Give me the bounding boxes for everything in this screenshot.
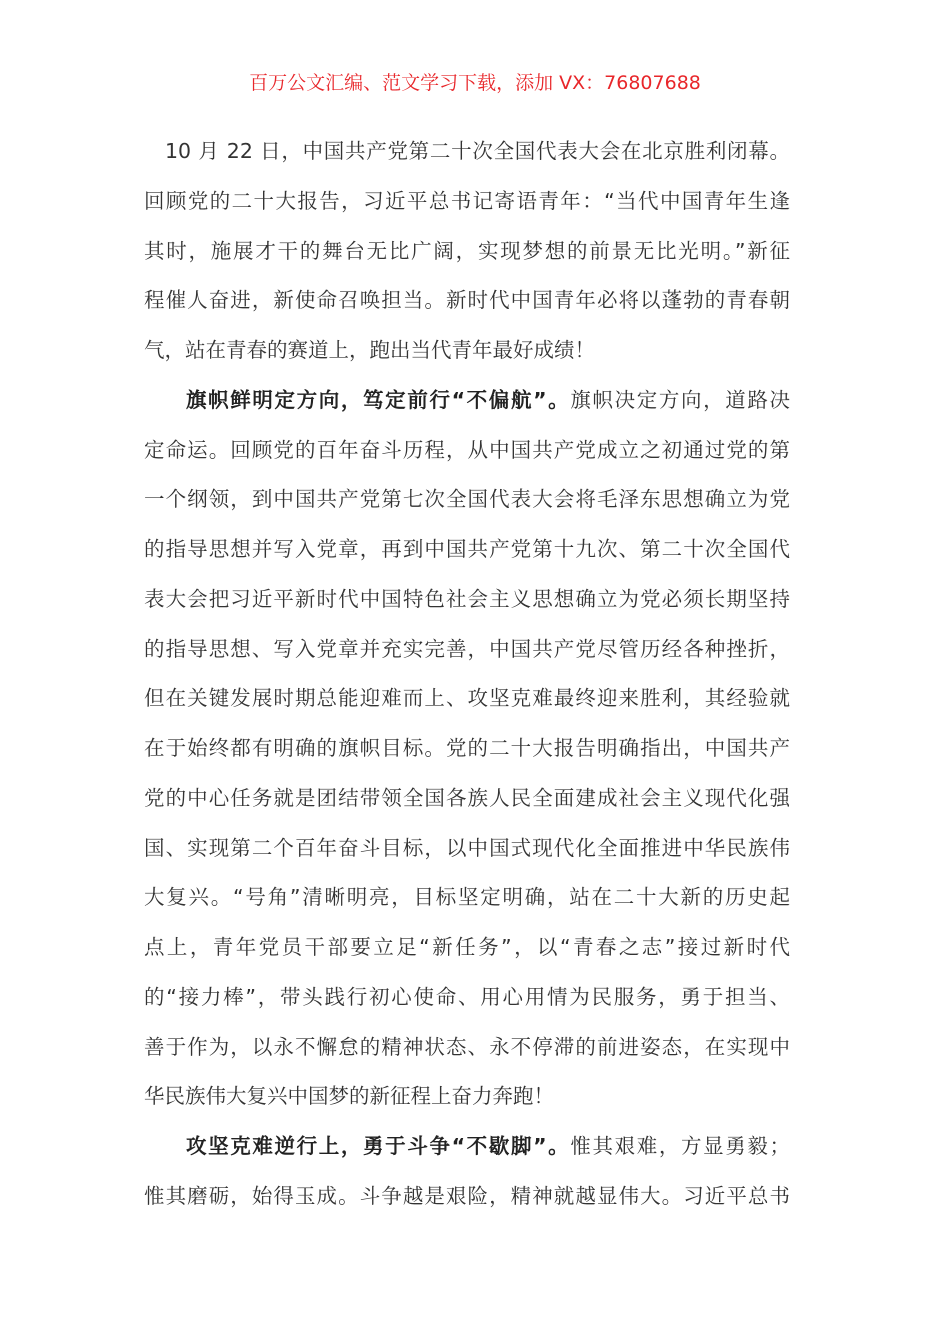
- text-line: [144, 634, 790, 684]
- paragraph-heading-line: [144, 1131, 790, 1181]
- document-body: [144, 136, 790, 1231]
- line-text: 其时，施展才干的舞台无比广阔，实现梦想的前景无比光明。”新征: [144, 238, 790, 263]
- text-line: [144, 584, 790, 634]
- line-text: 的指导思想并写入党章，再到中国共产党第十九次、第二十次全国代: [144, 537, 790, 561]
- text-line: [144, 1181, 790, 1231]
- text-line: [144, 1081, 790, 1131]
- bold-heading: 旗帜鲜明定方向，笃定前行“不偏航”。: [186, 387, 571, 412]
- line-text: 回顾党的二十大报告，习近平总书记寄语青年：“当代中国青年生逢: [144, 188, 790, 213]
- line-text: 气，站在青春的赛道上，跑出当代青年最好成绩！: [144, 338, 595, 362]
- line-text: 在于始终都有明确的旗帜目标。党的二十大报告明确指出，中国共产: [144, 736, 790, 760]
- watermark-header: 百万公文汇编、范文学习下载，添加 VX：76807688: [249, 72, 701, 94]
- line-text: 大复兴。“号角”清晰明亮，目标坚定明确，站在二十大新的历史起: [144, 885, 790, 910]
- text-line: [144, 882, 790, 932]
- text-line: [144, 683, 790, 733]
- line-text: 华民族伟大复兴中国梦的新征程上奋力奔跑！: [144, 1084, 554, 1109]
- line-text: 党的中心任务就是团结带领全国各族人民全面建成社会主义现代化强: [144, 785, 790, 810]
- text-line: [144, 1032, 790, 1082]
- line-text: 国、实现第二个百年奋斗目标，以中国式现代化全面推进中华民族伟: [144, 835, 790, 860]
- text-line: [144, 534, 790, 584]
- text-line: [144, 186, 790, 236]
- paragraph-heading-line: [144, 385, 790, 435]
- line-text: 的“接力棒”，带头践行初心使命、用心用情为民服务，勇于担当、: [144, 984, 790, 1009]
- text-line: [144, 285, 790, 335]
- line-text: 善于作为，以永不懈怠的精神状态、永不停滞的前进姿态，在实现中: [144, 1034, 790, 1059]
- text-line: [144, 833, 790, 883]
- text-line: [144, 335, 790, 385]
- text-line: [144, 236, 790, 286]
- text-line: [144, 435, 790, 485]
- line-text: 旗帜决定方向，道路决: [570, 387, 790, 412]
- line-text: 惟其磨砺，始得玉成。斗争越是艰险，精神就越显伟大。习近平总书: [144, 1183, 790, 1208]
- line-text: 程催人奋进，新使命召唤担当。新时代中国青年必将以蓬勃的青春朝: [144, 288, 790, 313]
- line-text: 点上，青年党员干部要立足“新任务”，以“青春之志”接过新时代: [144, 935, 790, 959]
- line-text: 惟其艰难，方显勇毅；: [570, 1134, 790, 1158]
- line-text: 但在关键发展时期总能迎难而上、攻坚克难最终迎来胜利，其经验就: [144, 686, 790, 711]
- text-line: [144, 982, 790, 1032]
- text-line: [144, 136, 790, 186]
- text-line: [144, 484, 790, 534]
- bold-heading: 攻坚克难逆行上，勇于斗争“不歇脚”。: [186, 1134, 571, 1158]
- line-text: 的指导思想、写入党章并充实完善，中国共产党尽管历经各种挫折，: [144, 636, 790, 661]
- text-line: [144, 783, 790, 833]
- line-text: 10 月 22 日，中国共产党第二十次全国代表大会在北京胜利闭幕。: [165, 139, 790, 163]
- text-line: [144, 932, 790, 982]
- line-text: 表大会把习近平新时代中国特色社会主义思想确立为党必须长期坚持: [144, 586, 790, 611]
- text-line: [144, 733, 790, 783]
- line-text: 一个纲领，到中国共产党第七次全国代表大会将毛泽东思想确立为党: [144, 487, 790, 512]
- line-text: 定命运。回顾党的百年奋斗历程，从中国共产党成立之初通过党的第: [144, 437, 790, 462]
